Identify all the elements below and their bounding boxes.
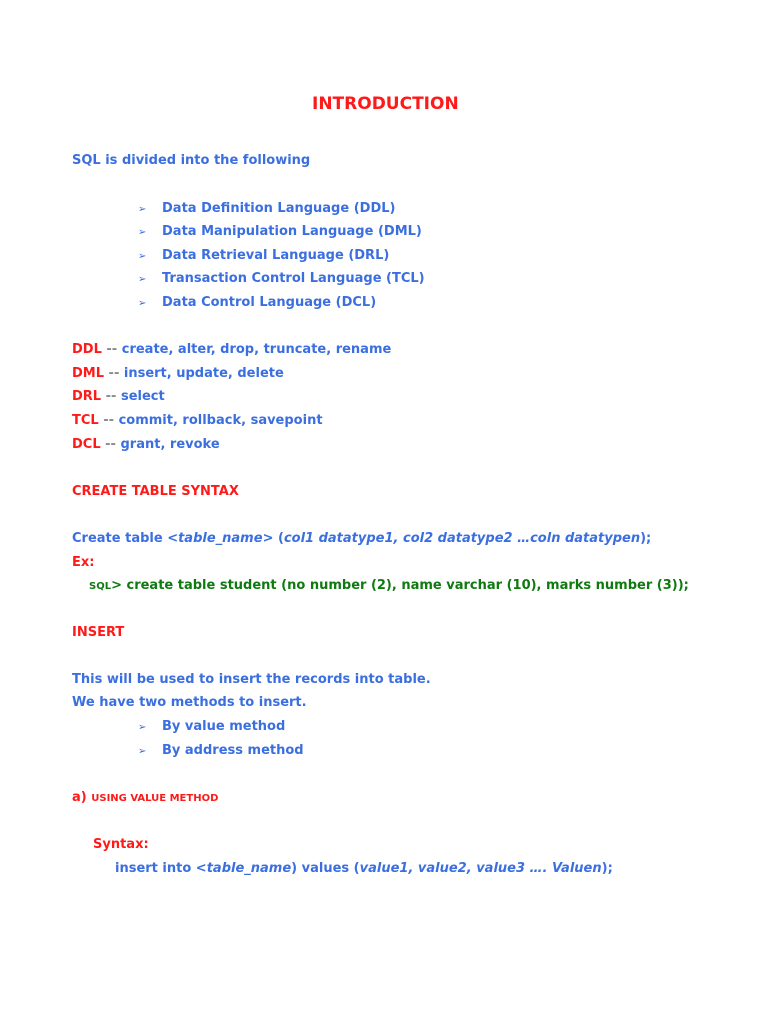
arrow-bullet-icon: ➢	[138, 227, 147, 238]
sql-prompt: SQL	[89, 581, 112, 592]
list-item-label: Data Control Language (DCL)	[162, 295, 377, 310]
subsection-heading	[72, 790, 218, 805]
separator: --	[103, 413, 115, 428]
insert-description: We have two methods to insert.	[72, 695, 307, 710]
separator: --	[108, 366, 120, 381]
list-item	[138, 295, 376, 310]
arrow-bullet-icon: ➢	[138, 722, 147, 733]
list-item-label: By address method	[162, 743, 304, 758]
syntax-placeholder: table_name	[178, 531, 263, 546]
syntax-text: insert into <	[115, 861, 207, 876]
syntax-text: ) values (	[291, 861, 360, 876]
command-abbr: DCL	[72, 437, 101, 452]
command-abbr: DRL	[72, 389, 102, 404]
syntax-placeholder: table_name	[206, 861, 292, 876]
example-statement	[89, 578, 689, 593]
command-line	[72, 413, 323, 428]
intro-text: SQL is divided into the following	[72, 153, 311, 168]
arrow-bullet-icon: ➢	[138, 298, 147, 309]
syntax-text: );	[640, 531, 652, 546]
command-line	[72, 389, 165, 404]
section-heading-insert: INSERT	[72, 625, 125, 640]
command-text: create, alter, drop, truncate, rename	[121, 342, 392, 357]
command-line	[72, 342, 391, 357]
syntax-placeholder: col1 datatype1, col2 datatype2 …coln datatypen	[283, 531, 641, 546]
syntax-text: Create table <	[72, 531, 179, 546]
list-item-label: Transaction Control Language (TCL)	[162, 271, 425, 286]
create-syntax	[72, 531, 651, 546]
arrow-bullet-icon: ➢	[138, 251, 147, 262]
arrow-bullet-icon: ➢	[138, 274, 147, 285]
separator: --	[106, 342, 118, 357]
arrow-bullet-icon: ➢	[138, 204, 147, 215]
syntax-label: Syntax:	[93, 837, 149, 852]
list-item	[138, 224, 422, 239]
command-text: select	[120, 389, 165, 404]
command-text: insert, update, delete	[123, 366, 284, 381]
list-item	[138, 248, 389, 263]
list-item	[138, 201, 395, 216]
list-item-label: By value method	[162, 719, 286, 734]
subsection-title: USING VALUE METHOD	[91, 793, 219, 804]
separator: --	[105, 437, 116, 452]
example-code: > create table student (no number (2), name varchar (10), marks number (3));	[111, 578, 689, 593]
list-item-label: Data Retrieval Language (DRL)	[162, 248, 390, 263]
insert-syntax	[115, 861, 613, 876]
command-line	[72, 366, 284, 381]
page-title: INTRODUCTION	[312, 94, 459, 114]
command-abbr: DML	[72, 366, 105, 381]
subsection-label: a)	[72, 790, 87, 805]
command-abbr: DDL	[72, 342, 102, 357]
command-text: grant, revoke	[120, 437, 220, 452]
command-line	[72, 437, 220, 452]
list-item	[138, 719, 285, 734]
list-item-label: Data Manipulation Language (DML)	[162, 224, 422, 239]
separator: --	[105, 389, 117, 404]
example-label: Ex:	[72, 555, 95, 570]
syntax-text: > (	[262, 531, 284, 546]
list-item	[138, 743, 304, 758]
list-item	[138, 271, 425, 286]
insert-description: This will be used to insert the records into table.	[72, 672, 431, 687]
arrow-bullet-icon: ➢	[138, 746, 147, 757]
command-text: commit, rollback, savepoint	[118, 413, 323, 428]
list-item-label: Data Definition Language (DDL)	[162, 201, 396, 216]
command-abbr: TCL	[72, 413, 99, 428]
syntax-placeholder: value1, value2, value3 …. Valuen	[359, 861, 602, 876]
section-heading-create: CREATE TABLE SYNTAX	[72, 484, 239, 499]
syntax-text: );	[601, 861, 613, 876]
